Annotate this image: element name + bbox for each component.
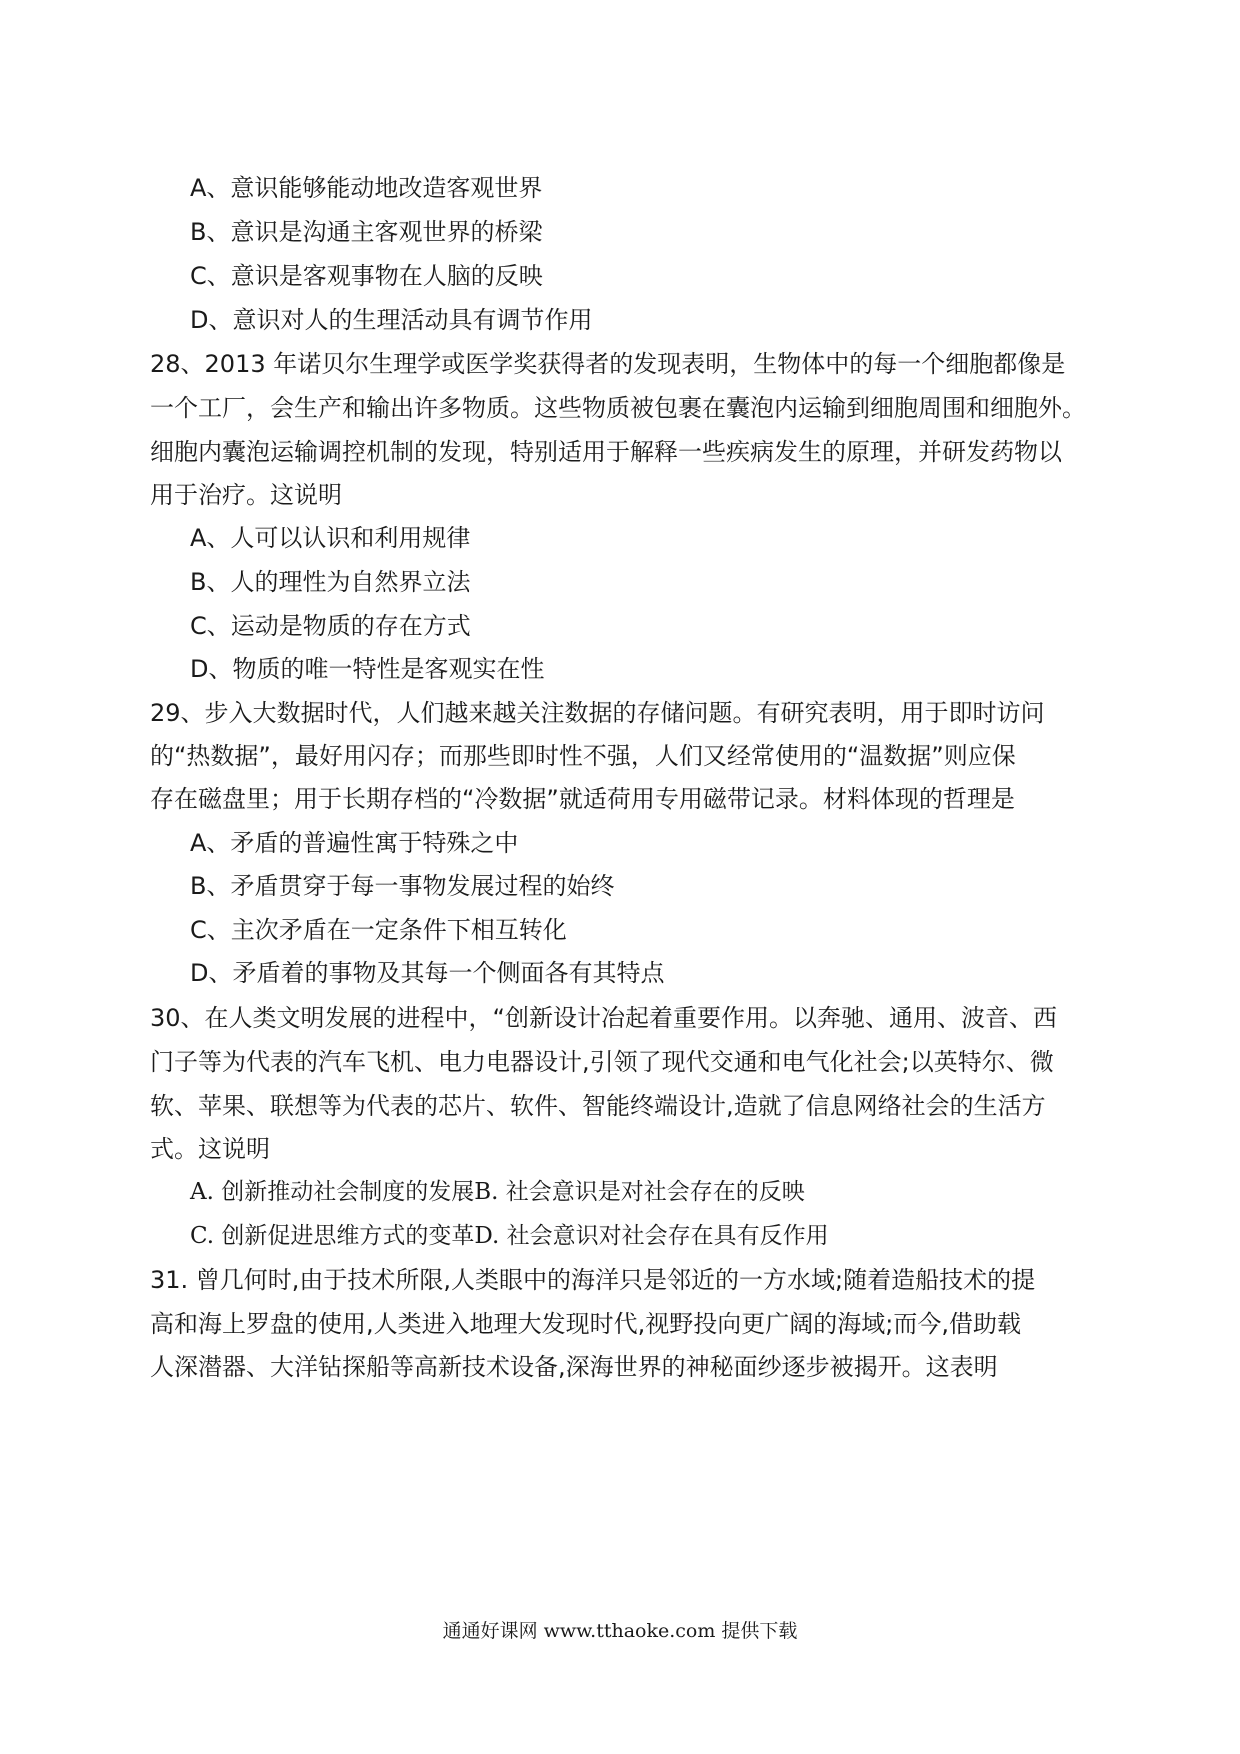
q29-stem-line: 存在磁盘里；用于长期存档的“冷数据”就适荷用专用磁带记录。材料体现的哲理是 [150, 785, 1015, 813]
q29-stem-line: 的“热数据”，最好用闪存；而那些即时性不强，人们又经常使用的“温数据”则应保 [150, 742, 1016, 770]
q30-stem-line: 软、苹果、联想等为代表的芯片、软件、智能终端设计,造就了信息网络社会的生活方 [150, 1092, 1046, 1120]
q27-option-c: C、意识是客观事物在人脑的反映 [190, 262, 543, 290]
q28-stem-line: 一个工厂，会生产和输出许多物质。这些物质被包裹在囊泡内运输到细胞周围和细胞外。 [150, 394, 1086, 422]
q28-stem-line: 用于治疗。这说明 [150, 481, 342, 509]
q30-stem-line: 式。这说明 [150, 1135, 270, 1163]
q31-stem-line: 人深潜器、大洋钻探船等高新技术设备,深海世界的神秘面纱逐步被揭开。这表明 [150, 1353, 998, 1381]
q27-option-d: D、意识对人的生理活动具有调节作用 [190, 306, 593, 334]
q30-options-ab: A. 创新推动社会制度的发展B. 社会意识是对社会存在的反映 [190, 1179, 805, 1205]
q27-option-a: A、意识能够能动地改造客观世界 [190, 174, 543, 202]
q28-option-a: A、人可以认识和利用规律 [190, 524, 471, 552]
q27-option-b: B、意识是沟通主客观世界的桥梁 [190, 218, 543, 246]
q28-option-c: C、运动是物质的存在方式 [190, 612, 471, 640]
page-footer: 通通好课网 www.tthaoke.com 提供下载 [442, 1620, 798, 1642]
q29-option-d: D、矛盾着的事物及其每一个侧面各有其特点 [190, 959, 665, 987]
q29-option-b: B、矛盾贯穿于每一事物发展过程的始终 [190, 872, 615, 900]
q29-stem-line: 29、步入大数据时代，人们越来越关注数据的存储问题。有研究表明，用于即时访问 [150, 699, 1045, 727]
q29-option-c: C、主次矛盾在一定条件下相互转化 [190, 916, 567, 944]
q28-stem-line: 细胞内囊泡运输调控机制的发现，特别适用于解释一些疾病发生的原理，并研发药物以 [150, 438, 1062, 466]
q31-stem-line: 高和海上罗盘的使用,人类进入地理大发现时代,视野投向更广阔的海域;而今,借助载 [150, 1310, 1021, 1338]
q31-stem-line: 31. 曾几何时,由于技术所限,人类眼中的海洋只是邻近的一方水域;随着造船技术的提 [150, 1266, 1036, 1294]
q29-option-a: A、矛盾的普遍性寓于特殊之中 [190, 829, 519, 857]
q30-stem-line: 门子等为代表的汽车飞机、电力电器设计,引领了现代交通和电气化社会;以英特尔、微 [150, 1048, 1054, 1076]
q30-stem-line: 30、在人类文明发展的进程中，“创新设计冶起着重要作用。以奔驰、通用、波音、西 [150, 1004, 1057, 1032]
q30-options-cd: C. 创新促进思维方式的变革D. 社会意识对社会存在具有反作用 [190, 1223, 829, 1249]
q28-stem-line: 28、2013 年诺贝尔生理学或医学奖获得者的发现表明，生物体中的每一个细胞都像是 [150, 350, 1066, 378]
q28-option-b: B、人的理性为自然界立法 [190, 568, 471, 596]
q28-option-d: D、物质的唯一特性是客观实在性 [190, 655, 545, 683]
